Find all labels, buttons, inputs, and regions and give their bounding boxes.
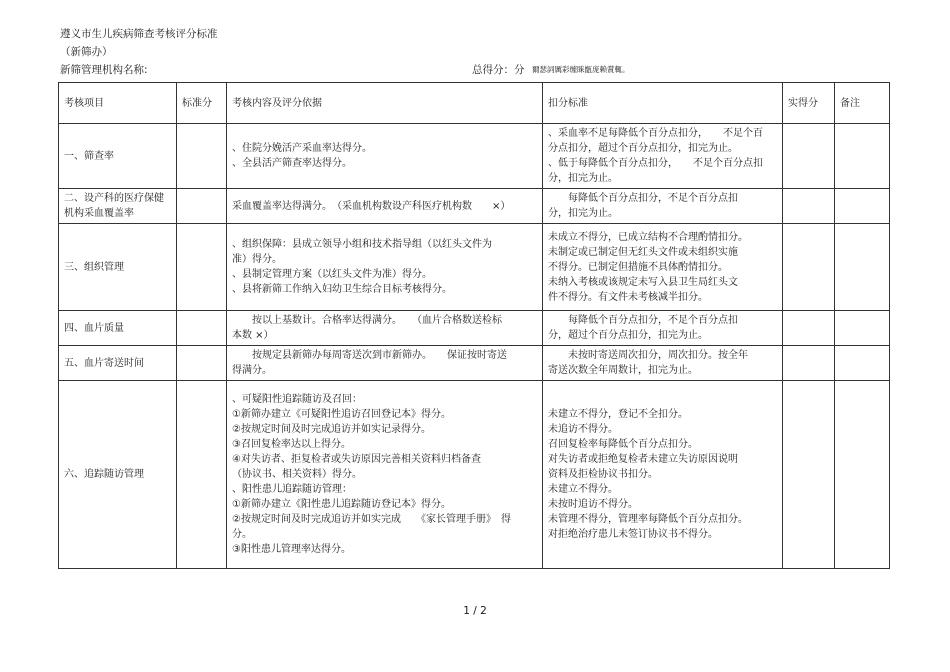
deduction-cell xyxy=(543,124,783,189)
deduction-cell-line: 件不得分。有文件未考核减半扣分。 xyxy=(548,291,708,303)
table-row xyxy=(59,381,890,569)
item-cell: 二、设产科的医疗保健机构采血覆盖率 xyxy=(59,189,177,224)
content-cell-line: 准）得分。 xyxy=(232,254,282,265)
table-row xyxy=(59,346,890,381)
deduction-cell-line: 未制定或已制定但无红头文件或未组织实施 xyxy=(548,246,738,258)
col-header-actual-score: 实得分 xyxy=(783,83,835,124)
col-header-standard-score: 标准分 xyxy=(177,83,227,124)
deduction-cell-line: 未成立不得分，已成立结构不合理酌情扣分。 xyxy=(548,231,748,243)
deduction-cell-line: 不得分。已制定但措施不具体酌情扣分。 xyxy=(548,261,728,273)
deduction-cell-line: 分点扣分，超过个百分点扣分，扣完为止。 xyxy=(548,143,738,154)
remark-cell xyxy=(835,189,890,224)
content-cell-line: 本数 ×） xyxy=(232,330,274,341)
deduction-cell-line: 、低于每降低个百分点扣分， 不足个百分点扣 xyxy=(548,158,763,169)
content-cell-line: ③阳性患儿管理率达得分。 xyxy=(232,544,351,555)
table-header-row xyxy=(59,83,890,124)
deduction-cell-line: 每降低个百分点扣分，不足个百分点扣 xyxy=(548,193,738,204)
deduction-cell-line: 未追访不得分。 xyxy=(548,424,618,435)
actual-score-cell xyxy=(783,189,835,224)
actual-score-cell xyxy=(783,311,835,346)
remark-cell xyxy=(835,124,890,189)
remark-cell xyxy=(835,311,890,346)
content-cell-line: 、全县活产筛查率达得分。 xyxy=(232,158,352,169)
col-header-remark: 备注 xyxy=(835,83,890,124)
content-cell-line: 分。 xyxy=(232,529,252,540)
content-cell xyxy=(227,189,543,224)
content-cell-line: ①新筛办建立《可疑阳性追访召回登记本》得分。 xyxy=(232,409,451,420)
standard-score-cell xyxy=(177,346,227,381)
deduction-cell xyxy=(543,381,783,569)
content-cell-line: 、组织保障：县成立领导小组和技术指导组（以红头文件为 xyxy=(232,239,492,250)
content-cell-line: ②按规定时间及时完成追访并如实记录得分。 xyxy=(232,424,431,435)
standard-score-cell xyxy=(177,311,227,346)
content-cell xyxy=(227,381,543,569)
deduction-cell-line: 未管理不得分，管理率每降低个百分点扣分。 xyxy=(548,514,748,525)
content-cell-line: 按规定县新筛办每周寄送次到市新筛办。 保证按时寄送 xyxy=(232,350,507,361)
standard-score-cell xyxy=(177,224,227,311)
deduction-cell-line: 对失访者或拒绝复检者未建立失访原因说明 xyxy=(548,454,738,465)
col-header-item: 考核项目 xyxy=(59,83,177,124)
content-cell xyxy=(227,311,543,346)
content-cell-line: 按以上基数计。合格率达得满分。 （血片合格数送检标 xyxy=(232,315,502,326)
document-title: 遵义市生儿疾病筛查考核评分标准 xyxy=(60,28,218,40)
deduction-cell-line: 未按时寄送周次扣分，周次扣分。按全年 xyxy=(548,350,748,361)
content-cell-line: 、县将新筛工作纳入妇幼卫生综合目标考核得分。 xyxy=(232,284,452,295)
table-row xyxy=(59,189,890,224)
org-name-label: 新筛管理机构名称: xyxy=(60,64,148,76)
deduction-cell-line: 寄送次数全年周数计，扣完为止。 xyxy=(548,365,698,376)
content-cell-line: ②按规定时间及时完成追访并如实完成 《家长管理手册》 得 xyxy=(232,514,511,525)
table-row xyxy=(59,311,890,346)
actual-score-cell xyxy=(783,224,835,311)
content-cell-line: ①新筛办建立《阳性患儿追踪随访登记本》得分。 xyxy=(232,499,451,510)
deduction-cell-line: 召回复检率每降低个百分点扣分。 xyxy=(548,439,698,450)
remark-cell xyxy=(835,346,890,381)
deduction-cell-line: 未建立不得分，登记不全扣分。 xyxy=(548,409,688,420)
actual-score-cell xyxy=(783,124,835,189)
deduction-cell-line: 分，扣完为止。 xyxy=(548,208,618,219)
content-cell xyxy=(227,346,543,381)
content-cell-line: ④对失访者、拒复检者或失访原因完善相关资料归档备查 xyxy=(232,454,481,465)
deduction-cell-line: 每降低个百分点扣分，不足个百分点扣 xyxy=(548,315,738,326)
content-cell-line: 、住院分娩活产采血率达得分。 xyxy=(232,143,372,154)
item-cell: 一、筛查率 xyxy=(59,124,177,189)
standard-score-cell xyxy=(177,124,227,189)
item-cell: 六、追踪随访管理 xyxy=(59,381,177,569)
deduction-cell xyxy=(543,224,783,311)
scoring-table xyxy=(58,82,890,569)
deduction-cell-line: 资料及拒检协议书扣分。 xyxy=(548,469,658,480)
standard-score-cell xyxy=(177,381,227,569)
content-cell-line: 采血覆盖率达得满分。 （采血机构数设产科医疗机构数 ×） xyxy=(232,200,511,212)
actual-score-cell xyxy=(783,381,835,569)
total-score-label: 总得分：分 xyxy=(472,64,525,76)
standard-score-cell xyxy=(177,189,227,224)
actual-score-cell xyxy=(783,346,835,381)
item-cell: 四、血片质量 xyxy=(59,311,177,346)
page-number: 1 / 2 xyxy=(463,605,487,617)
deduction-cell-line: 、采血率不足每降低个百分点扣分， 不足个百 xyxy=(548,128,763,139)
deduction-cell-line: 未建立不得分。 xyxy=(548,484,618,495)
content-cell xyxy=(227,224,543,311)
content-cell-line: 得满分。 xyxy=(232,365,272,376)
remark-cell xyxy=(835,381,890,569)
table-row xyxy=(59,124,890,189)
content-cell-line: 、可疑阳性追踪随访及召回： xyxy=(232,394,362,405)
deduction-cell-line: 未按时追访不得分。 xyxy=(548,499,638,510)
deduction-cell-line: 分，扣完为止。 xyxy=(548,173,618,184)
deduction-cell xyxy=(543,189,783,224)
deduction-cell-line: 未纳入考核或该规定未写入县卫生局红头文 xyxy=(548,276,738,288)
col-header-content: 考核内容及评分依据 xyxy=(227,83,543,124)
deduction-cell-line: 分，超过个百分点扣分，扣完为止。 xyxy=(548,330,708,341)
total-score-note: 爾瑟詞厲彩缠睐甑庞赖賞輒。 xyxy=(532,65,630,74)
content-cell-line: 、县制定管理方案（以红头文件为准）得分。 xyxy=(232,269,432,280)
document-subtitle: （新筛办） xyxy=(60,46,113,58)
item-cell: 三、组织管理 xyxy=(59,224,177,311)
deduction-cell-line: 对拒绝治疗患儿未签订协议书不得分。 xyxy=(548,529,718,540)
item-cell: 五、血片寄送时间 xyxy=(59,346,177,381)
table-row xyxy=(59,224,890,311)
content-cell-line: ③召回复检率达以上得分。 xyxy=(232,439,351,450)
remark-cell xyxy=(835,224,890,311)
deduction-cell xyxy=(543,311,783,346)
content-cell-line: 、阳性患儿追踪随访管理： xyxy=(232,484,352,495)
deduction-cell xyxy=(543,346,783,381)
col-header-deduction: 扣分标准 xyxy=(543,83,783,124)
content-cell xyxy=(227,124,543,189)
content-cell-line: （协议书、相关资料）得分。 xyxy=(232,469,362,480)
